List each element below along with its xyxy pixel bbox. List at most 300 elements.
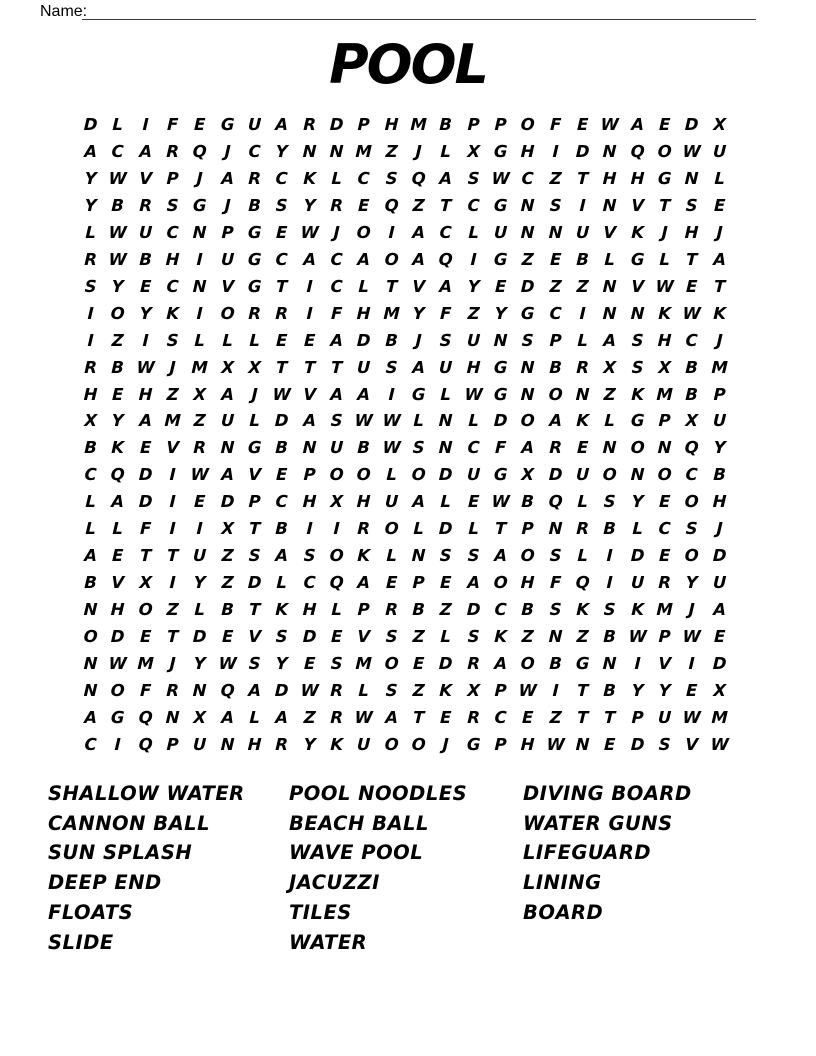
grid-cell: N bbox=[575, 384, 590, 404]
grid-cell: T bbox=[166, 546, 179, 566]
grid-cell: D bbox=[274, 411, 290, 431]
grid-cell: C bbox=[357, 168, 371, 188]
grid-cell: Y bbox=[494, 303, 507, 323]
grid-cell: S bbox=[466, 627, 480, 647]
word-item: WATER bbox=[289, 930, 368, 954]
grid-cell: I bbox=[551, 141, 559, 161]
grid-cell: S bbox=[630, 330, 644, 350]
grid-cell: Z bbox=[548, 276, 562, 296]
grid-cell: V bbox=[630, 195, 644, 215]
grid-cell: D bbox=[329, 114, 344, 134]
grid-cell: N bbox=[657, 438, 672, 458]
grid-cell: O bbox=[383, 734, 399, 754]
grid-cell: N bbox=[83, 654, 98, 674]
grid-cell: B bbox=[575, 249, 590, 269]
grid-cell: O bbox=[684, 546, 700, 566]
grid-cell: L bbox=[713, 168, 725, 188]
grid-cell: S bbox=[84, 276, 97, 296]
grid-cell: S bbox=[548, 600, 562, 620]
grid-cell: Q bbox=[411, 168, 426, 188]
grid-cell: O bbox=[520, 546, 536, 566]
grid-cell: J bbox=[169, 654, 177, 674]
grid-cell: Z bbox=[521, 249, 535, 269]
grid-cell: T bbox=[385, 276, 398, 296]
grid-cell: H bbox=[302, 492, 317, 512]
grid-cell: S bbox=[275, 627, 289, 647]
grid-cell: C bbox=[548, 303, 562, 323]
grid-cell: L bbox=[358, 276, 370, 296]
grid-cell: S bbox=[303, 546, 316, 566]
grid-cell: I bbox=[606, 573, 614, 593]
grid-cell: R bbox=[302, 114, 316, 134]
grid-cell: G bbox=[220, 114, 235, 134]
grid-cell: G bbox=[247, 276, 262, 296]
grid-cell: I bbox=[169, 573, 177, 593]
grid-cell: E bbox=[685, 276, 698, 296]
grid-cell: K bbox=[329, 734, 344, 754]
grid-cell: O bbox=[520, 654, 536, 674]
grid-cell: W bbox=[108, 222, 128, 242]
grid-cell: V bbox=[302, 384, 317, 404]
grid-cell: W bbox=[299, 680, 319, 700]
grid-cell: J bbox=[415, 141, 423, 161]
grid-cell: C bbox=[439, 222, 453, 242]
grid-cell: A bbox=[466, 573, 480, 593]
grid-cell: R bbox=[466, 707, 480, 727]
grid-cell: G bbox=[411, 384, 426, 404]
name-blank-line bbox=[82, 5, 756, 20]
grid-cell: F bbox=[549, 114, 562, 134]
grid-cell: L bbox=[440, 141, 452, 161]
grid-cell: N bbox=[192, 276, 208, 296]
grid-cell: B bbox=[111, 357, 125, 377]
grid-cell: L bbox=[276, 573, 288, 593]
grid-cell: I bbox=[169, 465, 177, 485]
grid-cell: G bbox=[247, 222, 262, 242]
grid-cell: Z bbox=[521, 627, 535, 647]
grid-cell: N bbox=[220, 734, 235, 754]
grid-cell: A bbox=[220, 384, 235, 404]
grid-cell: S bbox=[548, 546, 562, 566]
grid-cell: O bbox=[411, 465, 426, 485]
grid-cell: C bbox=[166, 276, 180, 296]
grid-cell: G bbox=[630, 249, 645, 269]
grid-cell: E bbox=[576, 114, 589, 134]
grid-cell: E bbox=[713, 627, 726, 647]
grid-cell: R bbox=[83, 357, 98, 377]
grid-cell: Y bbox=[193, 654, 207, 674]
grid-cell: B bbox=[712, 465, 726, 485]
grid-cell: W bbox=[108, 249, 128, 269]
grid-cell: R bbox=[357, 519, 371, 539]
grid-cell: L bbox=[85, 492, 97, 512]
grid-cell: Y bbox=[302, 734, 316, 754]
grid-cell: G bbox=[192, 195, 208, 215]
grid-cell: R bbox=[548, 438, 562, 458]
grid-cell: N bbox=[547, 519, 563, 539]
grid-cell: L bbox=[576, 546, 589, 566]
grid-cell: K bbox=[630, 384, 644, 404]
grid-cell: B bbox=[603, 519, 617, 539]
grid-cell: B bbox=[685, 384, 699, 404]
grid-cell: B bbox=[685, 357, 699, 377]
grid-cell: I bbox=[196, 249, 204, 269]
grid-cell: J bbox=[251, 384, 259, 404]
grid-cell: L bbox=[85, 222, 97, 242]
grid-cell: X bbox=[657, 357, 672, 377]
grid-cell: K bbox=[439, 680, 453, 700]
grid-cell: A bbox=[411, 222, 426, 242]
grid-cell: N bbox=[493, 330, 508, 350]
grid-cell: E bbox=[521, 707, 534, 727]
grid-cell: E bbox=[685, 680, 698, 700]
grid-cell: L bbox=[440, 384, 452, 404]
grid-cell: Q bbox=[575, 573, 590, 593]
grid-cell: H bbox=[356, 303, 372, 323]
grid-cell: F bbox=[494, 438, 507, 458]
word-item: DIVING BOARD bbox=[523, 782, 692, 805]
grid-cell: G bbox=[247, 438, 262, 458]
grid-cell: O bbox=[383, 654, 399, 674]
grid-cell: T bbox=[576, 168, 589, 188]
grid-cell: Y bbox=[111, 411, 125, 431]
grid-cell: W bbox=[600, 114, 620, 134]
grid-cell: K bbox=[657, 303, 672, 323]
grid-cell: T bbox=[494, 519, 507, 539]
grid-cell: V bbox=[630, 276, 644, 296]
grid-cell: E bbox=[385, 573, 398, 593]
grid-cell: X bbox=[712, 114, 726, 134]
word-item: WATER GUNS bbox=[523, 811, 673, 835]
grid-cell: I bbox=[169, 492, 177, 512]
grid-cell: P bbox=[357, 600, 371, 620]
grid-cell: B bbox=[84, 438, 98, 458]
grid-cell: L bbox=[467, 222, 479, 242]
grid-cell: R bbox=[657, 573, 672, 593]
grid-cell: I bbox=[196, 303, 204, 323]
grid-cell: I bbox=[633, 654, 641, 674]
grid-cell: W bbox=[108, 168, 128, 188]
grid-cell: O bbox=[356, 222, 372, 242]
grid-cell: F bbox=[166, 114, 179, 134]
grid-cell: K bbox=[575, 600, 590, 620]
grid-cell: N bbox=[602, 654, 618, 674]
grid-cell: E bbox=[139, 438, 152, 458]
grid-cell: U bbox=[384, 492, 399, 512]
grid-cell: F bbox=[549, 573, 562, 593]
grid-cell: W bbox=[682, 141, 702, 161]
grid-cell: Y bbox=[275, 141, 289, 161]
grid-cell: D bbox=[684, 114, 700, 134]
grid-cell: K bbox=[275, 600, 289, 620]
grid-cell: L bbox=[331, 168, 343, 188]
grid-cell: Z bbox=[111, 330, 125, 350]
grid-cell: A bbox=[712, 249, 726, 269]
grid-cell: W bbox=[627, 627, 647, 647]
grid-cell: E bbox=[221, 627, 234, 647]
grid-cell: R bbox=[275, 734, 289, 754]
grid-cell: D bbox=[575, 141, 590, 161]
grid-cell: D bbox=[520, 276, 536, 296]
grid-cell: C bbox=[275, 168, 289, 188]
grid-cell: S bbox=[603, 492, 617, 512]
grid-cell: X bbox=[603, 357, 617, 377]
grid-cell: R bbox=[384, 600, 398, 620]
grid-cell: A bbox=[411, 357, 426, 377]
grid-cell: Y bbox=[685, 573, 699, 593]
grid-cell: C bbox=[111, 141, 125, 161]
grid-cell: L bbox=[604, 249, 616, 269]
grid-cell: A bbox=[220, 707, 235, 727]
grid-cell: M bbox=[136, 654, 154, 674]
grid-cell: T bbox=[248, 519, 261, 539]
grid-cell: O bbox=[657, 465, 672, 485]
grid-cell: W bbox=[354, 411, 374, 431]
grid-cell: H bbox=[520, 141, 536, 161]
grid-cell: G bbox=[493, 249, 508, 269]
grid-cell: A bbox=[329, 384, 344, 404]
grid-cell: T bbox=[275, 357, 288, 377]
grid-cell: J bbox=[223, 141, 231, 161]
grid-cell: B bbox=[220, 600, 234, 620]
grid-cell: A bbox=[329, 330, 344, 350]
grid-cell: A bbox=[439, 276, 453, 296]
grid-cell: I bbox=[141, 114, 149, 134]
grid-cell: J bbox=[415, 330, 423, 350]
grid-cell: N bbox=[547, 627, 563, 647]
grid-cell: M bbox=[355, 141, 373, 161]
grid-cell: U bbox=[493, 222, 508, 242]
grid-cell: Y bbox=[630, 492, 644, 512]
grid-cell: G bbox=[493, 357, 508, 377]
grid-cell: A bbox=[357, 249, 371, 269]
grid-cell: Z bbox=[576, 276, 589, 296]
grid-cell: S bbox=[384, 627, 398, 647]
grid-cell: O bbox=[629, 438, 645, 458]
grid-cell: C bbox=[275, 249, 289, 269]
grid-cell: K bbox=[493, 627, 508, 647]
grid-cell: S bbox=[412, 438, 425, 458]
grid-cell: B bbox=[111, 195, 125, 215]
grid-cell: P bbox=[658, 627, 671, 647]
grid-cell: N bbox=[602, 195, 618, 215]
grid-cell: Y bbox=[84, 195, 97, 215]
grid-cell: U bbox=[192, 734, 208, 754]
grid-cell: O bbox=[602, 465, 618, 485]
grid-cell: W bbox=[354, 707, 374, 727]
grid-cell: F bbox=[439, 303, 452, 323]
grid-cell: W bbox=[272, 384, 292, 404]
grid-cell: O bbox=[110, 303, 126, 323]
grid-cell: O bbox=[137, 600, 153, 620]
grid-cell: S bbox=[275, 195, 289, 215]
word-item: TILES bbox=[289, 900, 352, 924]
grid-cell: K bbox=[302, 168, 317, 188]
grid-cell: J bbox=[333, 222, 341, 242]
grid-cell: Z bbox=[412, 627, 425, 647]
word-item: SHALLOW WATER bbox=[48, 782, 245, 805]
grid-cell: E bbox=[303, 330, 316, 350]
word-item: SLIDE bbox=[48, 930, 114, 954]
word-item: BEACH BALL bbox=[289, 811, 429, 835]
grid-cell: O bbox=[520, 411, 536, 431]
puzzle-title: POOL bbox=[329, 33, 487, 96]
grid-cell: P bbox=[521, 519, 535, 539]
grid-cell: I bbox=[387, 222, 395, 242]
grid-cell: Y bbox=[412, 303, 425, 323]
grid-cell: H bbox=[384, 114, 399, 134]
grid-cell: O bbox=[83, 627, 99, 647]
grid-cell: Z bbox=[439, 600, 453, 620]
grid-cell: O bbox=[329, 546, 344, 566]
word-item: WAVE POOL bbox=[289, 841, 424, 865]
grid-cell: N bbox=[302, 141, 317, 161]
grid-cell: A bbox=[83, 141, 98, 161]
grid-cell: X bbox=[220, 519, 235, 539]
grid-cell: F bbox=[139, 680, 152, 700]
word-column bbox=[48, 779, 245, 957]
grid-cell: N bbox=[192, 222, 208, 242]
grid-cell: J bbox=[196, 168, 204, 188]
grid-cell: L bbox=[467, 519, 479, 539]
word-item: SUN SPLASH bbox=[48, 841, 193, 865]
grid-cell: Z bbox=[166, 384, 179, 404]
grid-cell: C bbox=[658, 519, 671, 539]
grid-cell: G bbox=[493, 465, 508, 485]
grid-cell: A bbox=[357, 573, 371, 593]
grid-cell: U bbox=[712, 411, 727, 431]
grid-cell: W bbox=[545, 734, 565, 754]
grid-cell: Z bbox=[220, 573, 234, 593]
grid-cell: D bbox=[438, 465, 454, 485]
grid-cell: M bbox=[382, 303, 400, 323]
grid-cell: H bbox=[302, 600, 317, 620]
grid-cell: W bbox=[491, 168, 511, 188]
grid-cell: S bbox=[166, 195, 179, 215]
grid-cell: P bbox=[712, 384, 726, 404]
grid-cell: B bbox=[439, 114, 453, 134]
grid-cell: E bbox=[658, 492, 671, 512]
grid-cell: X bbox=[329, 492, 344, 512]
grid-cell: Q bbox=[684, 438, 700, 458]
grid-cell: A bbox=[493, 654, 508, 674]
grid-cell: C bbox=[302, 573, 316, 593]
grid-cell: D bbox=[220, 492, 235, 512]
grid-cell: T bbox=[576, 707, 589, 727]
grid-cell: M bbox=[656, 384, 674, 404]
grid-cell: M bbox=[710, 357, 728, 377]
grid-cell: W bbox=[682, 707, 702, 727]
grid-cell: T bbox=[713, 276, 726, 296]
grid-cell: E bbox=[576, 438, 589, 458]
word-column bbox=[523, 779, 692, 928]
grid-cell: I bbox=[87, 330, 95, 350]
grid-cell: V bbox=[685, 734, 699, 754]
grid-cell: A bbox=[275, 114, 289, 134]
grid-cell: I bbox=[87, 303, 95, 323]
grid-cell: U bbox=[247, 114, 262, 134]
grid-cell: Z bbox=[548, 707, 562, 727]
grid-cell: E bbox=[357, 195, 370, 215]
word-item: BOARD bbox=[523, 900, 604, 924]
grid-cell: B bbox=[84, 573, 98, 593]
grid-cell: Q bbox=[110, 465, 126, 485]
grid-cell: L bbox=[331, 600, 343, 620]
grid-cell: Z bbox=[412, 195, 425, 215]
grid-cell: E bbox=[139, 627, 152, 647]
grid-cell: L bbox=[249, 707, 261, 727]
grid-cell: Y bbox=[466, 276, 480, 296]
grid-cell: P bbox=[166, 734, 180, 754]
grid-cell: A bbox=[357, 384, 371, 404]
grid-cell: S bbox=[248, 654, 261, 674]
grid-cell: J bbox=[223, 195, 231, 215]
grid-cell: U bbox=[466, 330, 481, 350]
grid-cell: G bbox=[493, 195, 508, 215]
grid-cell: E bbox=[112, 546, 124, 566]
grid-cell: H bbox=[110, 600, 126, 620]
grid-cell: R bbox=[165, 680, 180, 700]
grid-cell: E bbox=[112, 384, 124, 404]
grid-cell: E bbox=[439, 707, 452, 727]
grid-cell: A bbox=[521, 438, 535, 458]
grid-cell: G bbox=[466, 734, 481, 754]
grid-cell: N bbox=[411, 546, 426, 566]
grid-cell: U bbox=[657, 707, 672, 727]
grid-cell: A bbox=[247, 680, 262, 700]
grid-cell: S bbox=[548, 195, 562, 215]
grid-cell: W bbox=[709, 734, 729, 754]
grid-cell: S bbox=[439, 546, 453, 566]
grid-cell: E bbox=[330, 627, 343, 647]
grid-cell: A bbox=[220, 465, 235, 485]
grid-cell: Y bbox=[658, 680, 671, 700]
grid-cell: E bbox=[439, 573, 452, 593]
grid-cell: A bbox=[220, 168, 235, 188]
grid-cell: X bbox=[193, 384, 207, 404]
grid-cell: R bbox=[329, 680, 344, 700]
grid-cell: V bbox=[111, 573, 125, 593]
grid-cell: C bbox=[84, 734, 98, 754]
grid-cell: B bbox=[138, 249, 152, 269]
grid-cell: X bbox=[712, 680, 726, 700]
grid-cell: N bbox=[547, 222, 563, 242]
grid-cell: M bbox=[710, 707, 728, 727]
grid-cell: V bbox=[603, 222, 617, 242]
grid-cell: B bbox=[548, 357, 562, 377]
grid-cell: O bbox=[219, 303, 235, 323]
grid-cell: G bbox=[630, 411, 645, 431]
grid-cell: K bbox=[575, 411, 590, 431]
grid-cell: R bbox=[138, 195, 153, 215]
grid-cell: I bbox=[579, 195, 586, 215]
grid-cell: A bbox=[83, 707, 98, 727]
grid-cell: L bbox=[194, 600, 206, 620]
grid-cell: Y bbox=[275, 654, 289, 674]
grid-cell: W bbox=[217, 654, 237, 674]
grid-cell: E bbox=[275, 330, 288, 350]
grid-cell: X bbox=[521, 465, 535, 485]
grid-cell: H bbox=[629, 168, 645, 188]
grid-cell: N bbox=[520, 222, 536, 242]
grid-cell: V bbox=[657, 654, 672, 674]
grid-cell: I bbox=[606, 546, 614, 566]
grid-cell: J bbox=[715, 330, 723, 350]
grid-cell: O bbox=[411, 734, 426, 754]
grid-cell: B bbox=[411, 600, 426, 620]
grid-cell: L bbox=[413, 519, 425, 539]
grid-cell: L bbox=[221, 330, 233, 350]
